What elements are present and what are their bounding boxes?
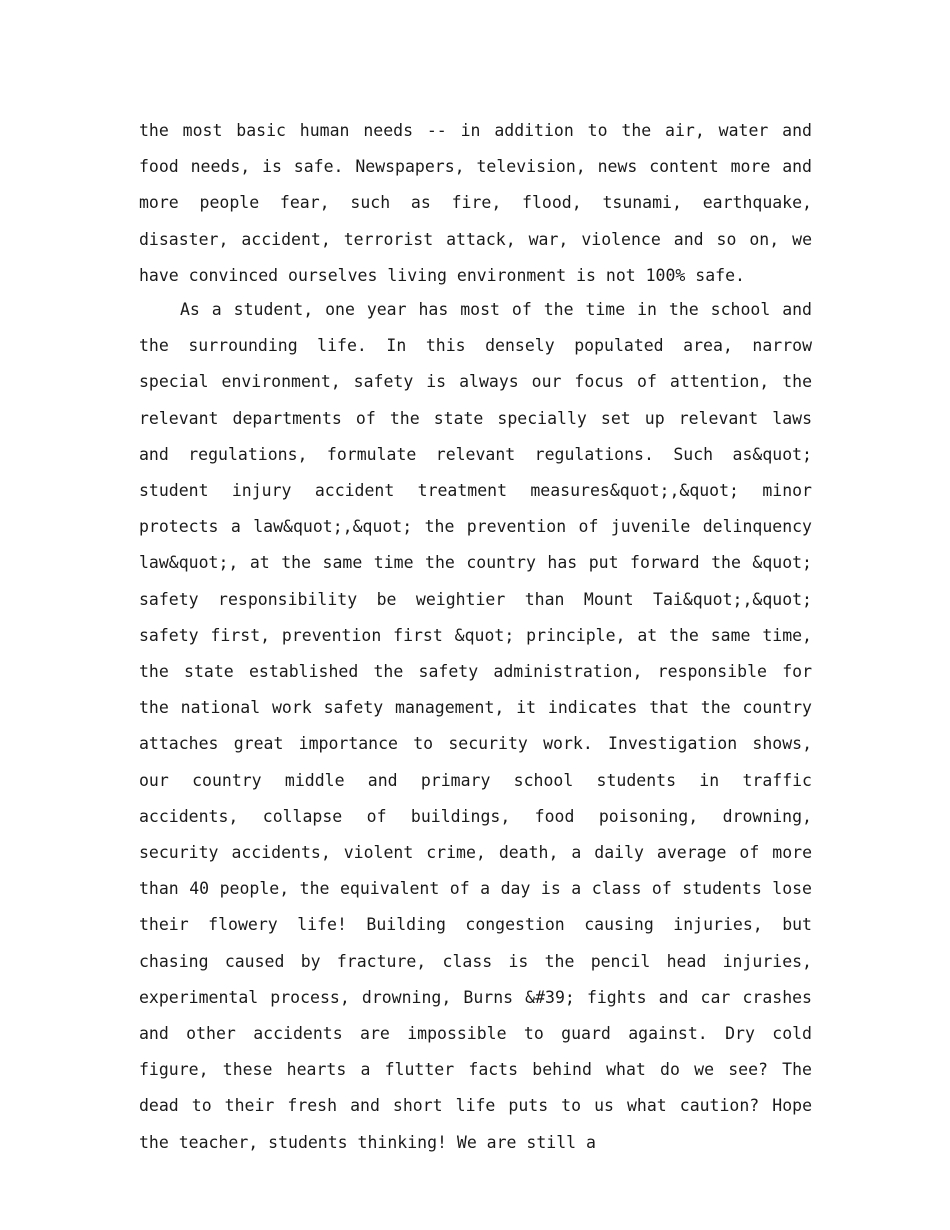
paragraph-safety-needs: the most basic human needs -- in addition to the air, water and food needs, is safe. Newspapers, television, news content more and more people fear, such as fire, flood, tsunami, earthquake, disaster, accident, terrorist attack, war, violence and so on, we have convinced ourselves living environment is not 100% safe. <box>139 121 812 285</box>
paragraph-student-safety: As a student, one year has most of the time in the school and the surrounding life. In this densely populated area, narrow special environment, safety is always our focus of attention, the relevant departments of the state specially set up relevant laws and regulations, formulate relevant regulations. Such as&quot; student injury accident treatment measures&quot;,&quot; minor protects a law&quot;,&quot; the prevention of juvenile delinquency law&quot;, at the same time the country has put forward the &quot; safety responsibility be weightier than Mount Tai&quot;,&quot; safety first, prevention first &quot; principle, at the same time, the state established the safety administration, responsible for the national work safety management, it indicates that the country attaches great importance to security work. Investigation shows, our country middle and primary school students in traffic accidents, collapse of buildings, food poisoning, drowning, security accidents, violent crime, death, a daily average of more than 40 people, the equivalent of a day is a class of students lose their flowery life! Building congestion causing injuries, but chasing caused by fracture, class is the pencil head injuries, experimental process, drowning, Burns &#39; fights and car crashes and other accidents are impossible to guard against. Dry cold figure, these hearts a flutter facts behind what do we see? The dead to their fresh and short life puts to us what caution? Hope the teacher, students thinking! We are still a <box>139 300 812 1152</box>
document-body <box>139 113 812 1161</box>
